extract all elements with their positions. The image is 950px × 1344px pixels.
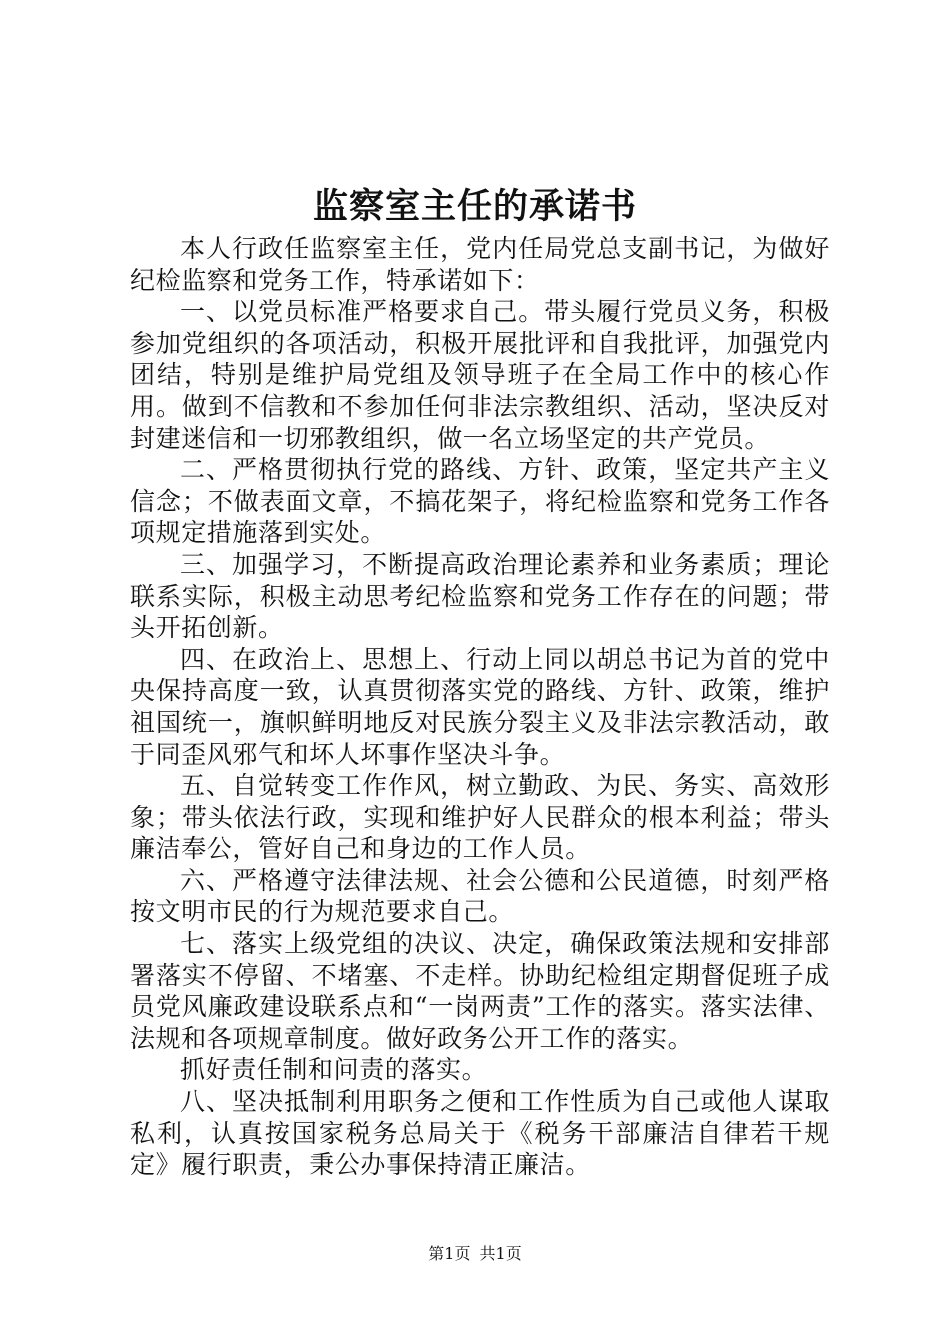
paragraph-item-5: 五、自觉转变工作作风，树立勤政、为民、务实、高效形象；带头依法行政，实现和维护好人民群众的根本利益；带头廉洁奉公，管好自己和身边的工作人员。 xyxy=(130,771,830,864)
paragraph-item-1: 一、以党员标准严格要求自己。带头履行党员义务，积极参加党组织的各项活动，积极开展批评和自我批评，加强党内团结，特别是维护局党组及领导班子在全局工作中的核心作用。做到不信教和不参加任何非法宗教组织、活动，坚决反对封建迷信和一切邪教组织，做一名立场坚定的共产党员。 xyxy=(130,297,830,453)
document-body xyxy=(130,233,830,1181)
paragraph-item-2: 二、严格贯彻执行党的路线、方针、政策，坚定共产主义信念；不做表面文章，不搞花架子，将纪检监察和党务工作各项规定措施落到实处。 xyxy=(130,455,830,548)
paragraph-item-8: 八、坚决抵制利用职务之便和工作性质为自己或他人谋取私利，认真按国家税务总局关于《税务干部廉洁自律若干规定》履行职责，秉公办事保持清正廉洁。 xyxy=(130,1087,830,1180)
document-title: 监察室主任的承诺书 xyxy=(312,187,637,227)
page-total: 共1页 xyxy=(479,1244,522,1263)
paragraph-item-7: 七、落实上级党组的决议、决定，确保政策法规和安排部署落实不停留、不堵塞、不走样。协助纪检组定期督促班子成员党风廉政建设联系点和“一岗两责”工作的落实。落实法律、法规和各项规章制度。做好政务公开工作的落实。 xyxy=(130,929,830,1053)
paragraph-item-6: 六、严格遵守法律法规、社会公德和公民道德，时刻严格按文明市民的行为规范要求自己。 xyxy=(130,865,830,927)
paragraph-intro: 本人行政任监察室主任，党内任局党总支副书记，为做好纪检监察和党务工作，特承诺如下： xyxy=(130,234,830,295)
paragraph-item-3: 三、加强学习，不断提高政治理论素养和业务素质；理论联系实际，积极主动思考纪检监察和党务工作存在的问题；带头开拓创新。 xyxy=(130,549,830,643)
paragraph-item-7-continued: 抓好责任制和问责的落实。 xyxy=(180,1055,488,1085)
page-number: 第1页 xyxy=(428,1244,471,1263)
paragraph-item-4: 四、在政治上、思想上、行动上同以胡总书记为首的党中央保持高度一致，认真贯彻落实党的路线、方针、政策，维护祖国统一，旗帜鲜明地反对民族分裂主义及非法宗教活动，敢于同歪风邪气和坏人坏事作坚决斗争。 xyxy=(130,644,830,769)
page-footer xyxy=(0,1244,950,1264)
